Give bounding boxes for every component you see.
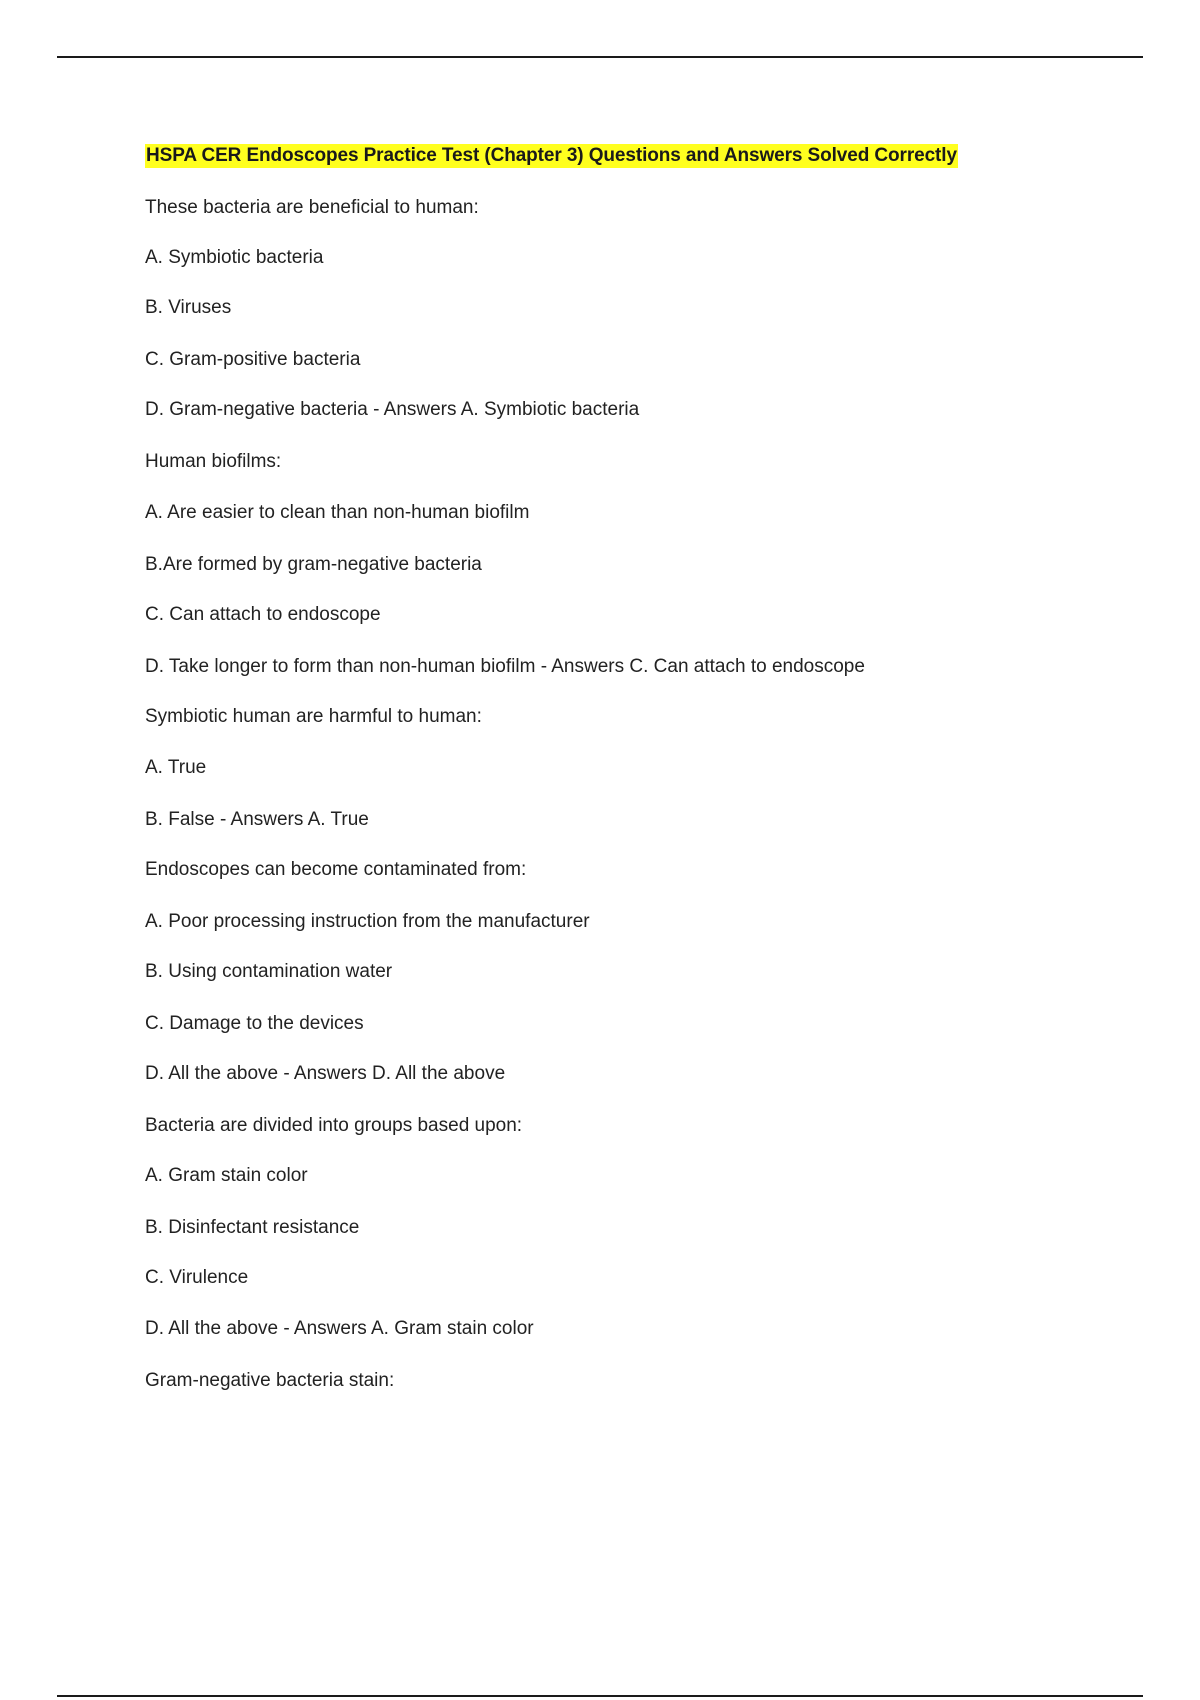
question-5-option-d-answer: D. All the above - Answers A. Gram stain color [145,1318,534,1339]
question-5-option-c: C. Virulence [145,1267,249,1288]
question-1-prompt: These bacteria are beneficial to human: [145,197,479,218]
document-body [145,144,1085,1391]
question-1-option-a: A. Symbiotic bacteria [145,247,324,268]
top-rule [57,56,1143,58]
question-3-option-a: A. True [145,757,207,778]
question-5-option-a: A. Gram stain color [145,1165,308,1186]
question-2-prompt: Human biofilms: [145,451,282,472]
title-row [145,144,1085,168]
question-4-option-a: A. Poor processing instruction from the manufacturer [145,911,590,932]
question-2-option-b: B.Are formed by gram-negative bacteria [145,554,482,575]
question-2-option-c: C. Can attach to endoscope [145,604,381,625]
question-4-option-d-answer: D. All the above - Answers D. All the above [145,1063,506,1084]
question-3-option-b-answer: B. False - Answers A. True [145,809,369,830]
document-title: HSPA CER Endoscopes Practice Test (Chapter 3) Questions and Answers Solved Correctly [146,145,957,166]
question-4-option-c: C. Damage to the devices [145,1013,364,1034]
question-1-option-c: C. Gram-positive bacteria [145,349,361,370]
question-2-option-a: A. Are easier to clean than non-human biofilm [145,502,530,523]
question-4-prompt: Endoscopes can become contaminated from: [145,859,527,880]
question-1-option-b: B. Viruses [145,297,232,318]
bottom-rule [57,1695,1143,1697]
question-3-prompt: Symbiotic human are harmful to human: [145,706,482,727]
question-5-option-b: B. Disinfectant resistance [145,1217,360,1238]
question-2-option-d-answer: D. Take longer to form than non-human biofilm - Answers C. Can attach to endoscope [145,656,865,677]
question-4-option-b: B. Using contamination water [145,961,393,982]
question-1-option-d-answer: D. Gram-negative bacteria - Answers A. Symbiotic bacteria [145,399,640,420]
question-5-prompt: Bacteria are divided into groups based upon: [145,1115,523,1136]
question-6-prompt: Gram-negative bacteria stain: [145,1370,395,1391]
